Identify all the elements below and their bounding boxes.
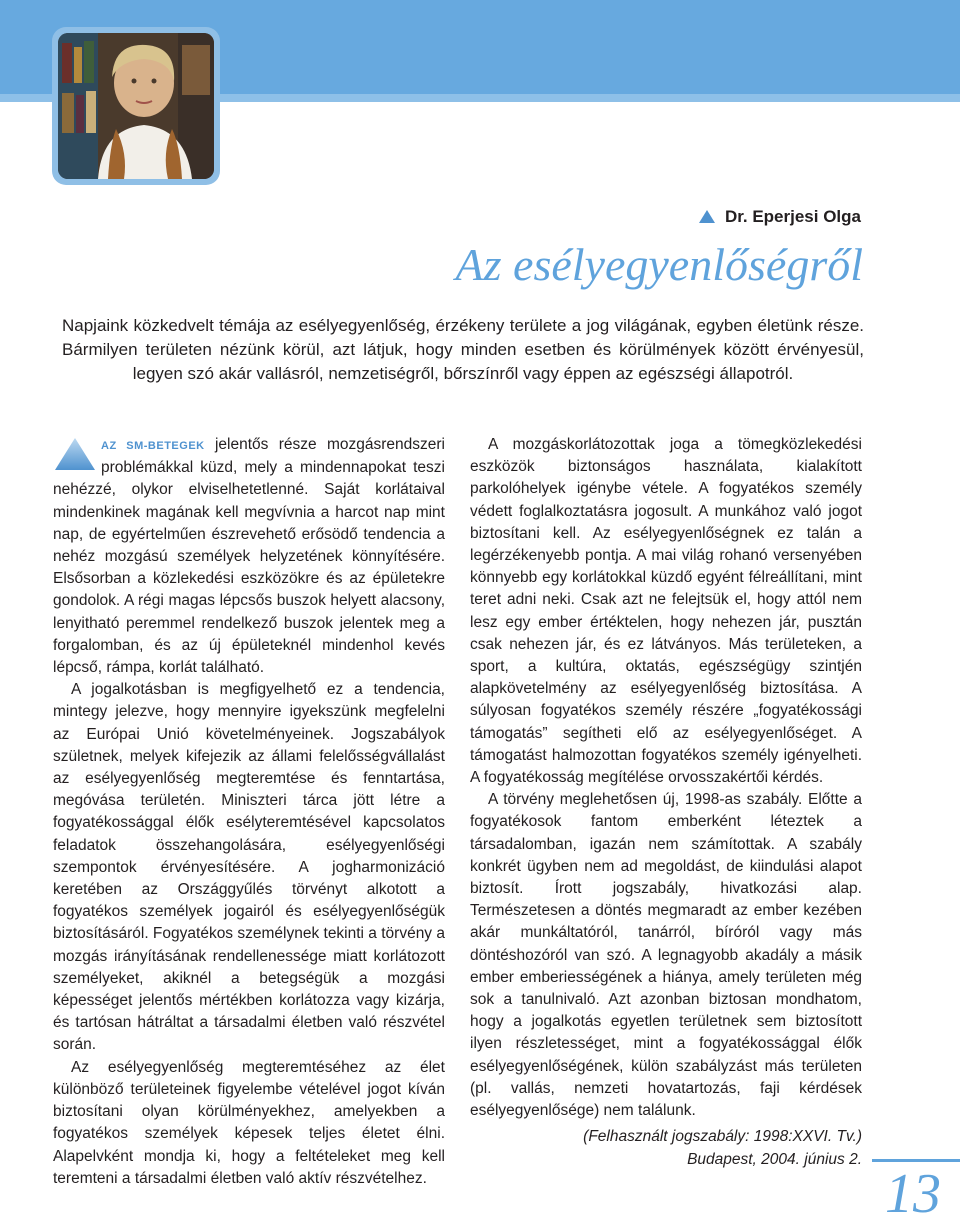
author-name: Dr. Eperjesi Olga xyxy=(724,207,861,226)
left-paragraph-1-text: jelentős része mozgásrendszeri problémákkal küzd, mely a mindennapokat teszi nehézzé, olykor elviselhetetlenné. Saját korlátaival mindenkinek magának kell megvívnia a harcot nap mint nap, de egyértelműen észrevehető erősödő tendencia a nehéz mozgású személyek helyzetének könnyítésére. Elsősorban a közlekedési eszközökre és az épületekre gondolok. A régi magas lépcsős buszok helyett alacsony, lenyitható peremmel rendelkező buszok jelentek meg a forgalomban, és az új épületeknél mindenhol kevés lépcső, rámpa, korlát található. xyxy=(53,436,445,677)
lead-in-text: AZ SM-BETEGEK xyxy=(101,440,205,452)
left-paragraph-2: A jogalkotásban is megfigyelhető ez a tendencia, mintegy jelezve, hogy mennyire igyekszünk megfelelni az Európai Unió követelményeinek. Jogszabályok születnek, melyek kifejezik az állami felelősségvállalást az esélyegyenlőség megteremtése és fenntartása, megóvása területén. Miniszteri tárca jött létre a fogyatékossággal élők esélyteremtésével kapcsolatos feladatok összehangolására, esélyegyenlőségi szempontok érvényesítésére. A jogharmonizáció keretében az Országgyűlés törvényt alkotott a fogyatékos személyek jogairól és esélyegyenlőségük biztosításáról. Fogyatékos személynek tekinti a törvény a mozgás irányításának rendellenessége miatt korlátozott személyeket, akiknél a betegségük a mozgási képességet jelentős mértékben korlátozza vagy kizárja, és tartósan hátráltat a társadalmi életben való részvétel során. xyxy=(53,681,445,1054)
article-lead: Napjaink közkedvelt témája az esélyegyenlőség, érzékeny területe a jog világának, egyben életünk része. Bármilyen területen nézünk körül, azt látjuk, hogy minden esetben és körülmények között érvényesül, legyen szó akár vallásról, nemzetiségről, bőrszínről vagy éppen az egészségi állapotról. xyxy=(62,316,864,383)
triangle-bullet-icon xyxy=(699,210,715,223)
author-byline xyxy=(600,207,861,227)
right-column xyxy=(470,434,862,1171)
right-paragraph-1: A mozgáskorlátozottak joga a tömegközlekedési eszközök biztonságos használata, kialakított parkolóhelyek igénybe vétele. A fogyatékos személy védett foglalkoztatásra jogosult. A munkához való jogot biztosítani kell. Az esélyegyenlőségnek ez talán a legérzékenyebb pontja. A mai világ rohanó versenyében könnyebb egy korlátokkal küzdő egyént félreállítani, mint teret adni neki. Csak azt ne felejtsük el, hogy attól nem lesz egy ember értéktelen, hogy nehezen jár, pusztán csak nehezen jár, és ez látványos. Más területeken, a sport, a kultúra, oktatás, egészségügy szintjén alapkövetelmény az esélyegyenlőség biztosítása. A súlyosan fogyatékos személy részére „fogyatékossági támogatás” segítheti elő az esélyegyenlőséget. A támogatást halmozottan fogyatékos személy igényelheti. A fogyatékosság megítélése orvosszakértői kérdés. xyxy=(470,436,862,787)
date-line: Budapest, 2004. június 2. xyxy=(687,1150,862,1168)
page-number: 13 xyxy=(885,1163,941,1225)
left-paragraph-3: Az esélyegyenlőség megteremtéséhez az élet különböző területeinek figyelembe vételével jogot kíván biztosítani olyan körülményekhez, amelyekben a fogyatékos személyek képesek teljes életet élni. Alapelvként mondja ki, hogy a feltételeket meg kell teremteni a társadalmi életben való aktív részvételhez. xyxy=(53,1058,445,1187)
right-paragraph-2: A törvény meglehetősen új, 1998-as szabály. Előtte a fogyatékosok fantom emberként léteztek a társadalomban, igazán nem számítottak. A szabály konkrét ügyben nem ad megoldást, de kiindulási alapot biztosít. Írott jogszabály, hivatkozási alap. Természetesen a döntés megmaradt az ember kezében akár munkáltatóról, tanárról, bíróról vagy más döntéshozóról van szó. A legnagyobb akadály a másik ember emberiességének a hiánya, amely területen még sok a tanulnivaló. Azt azonban biztosan mondhatom, hogy a jogalkotás egyetlen területnek sem biztosított ilyen részletességet, mint a fogyatékossággal élők esélyegyenlőségének, külön szabályzást más területen (pl. vallás, nemzeti hovatartozás, faji kérdések esélyegyenlősége) nem találunk. xyxy=(470,791,862,1120)
author-portrait-icon xyxy=(58,33,214,179)
left-paragraph-1 xyxy=(53,434,445,679)
source-note xyxy=(470,1126,862,1170)
article-title: Az esélyegyenlőségről xyxy=(455,239,863,290)
drop-triangle-icon xyxy=(53,436,101,474)
source-line: (Felhasznált jogszabály: 1998:XXVI. Tv.) xyxy=(583,1128,862,1146)
left-column xyxy=(53,434,445,1190)
author-photo-frame xyxy=(52,27,220,185)
page-number-rule xyxy=(872,1159,960,1162)
